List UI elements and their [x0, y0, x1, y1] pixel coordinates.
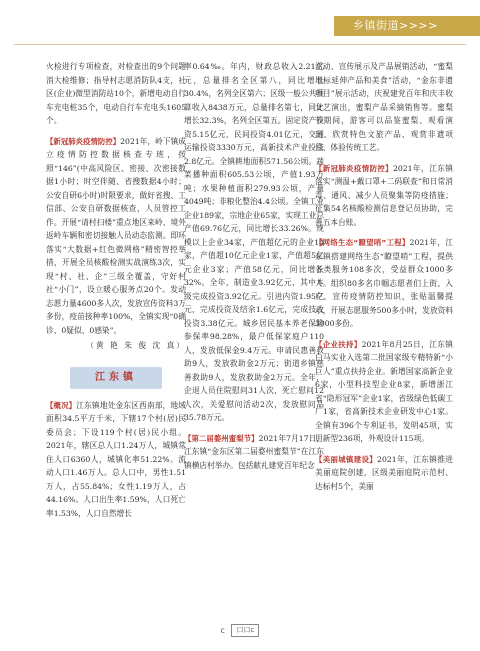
- entry-text: 2021年，岭下镇成立疫情防控数据核查专班，按照“146”(中高风险区、密接、次密接数据1小时；时空伴随、省搜数据4小时；公安自研6小时)时限要求，做好省搜、工信部、公安自研数据核查，人员管控工作。开展“请村扫楼”重点地区来岭、境外返岭车辆和密切接触人员动态监测。即环落实“大数据+红色微网格”精密智控举措，开展全员核酸检测实战演练3次，实现“村、社、企”三级全覆盖，守好村社“小门”，设立暖心服务点20个。发动志愿力量4600多人次，发放宣传资料3万多份，疫苗接种率100%，全镇实现“0确诊、0疑似、0感染”。: [46, 136, 186, 335]
- paragraph: [315, 236, 453, 331]
- paragraph: [315, 162, 453, 230]
- footer-mark: 口口c: [231, 624, 259, 637]
- paragraph: [46, 135, 186, 338]
- column-3: [315, 60, 453, 493]
- column-2: [184, 60, 324, 472]
- entry-text: 2021年8月25日，江东镇白马实业入选第二批国家级专精特新“小巨人”重点扶持企业。新增国家高新企业6家，小型科技型企业8家，新增浙江省“隐形冠军”企业1家，省级绿色低碳工厂1家，省高新技术企业研发中心1家。全镇有396个专利证书，发明45项，实用新型236项，外观设计115项。: [315, 339, 453, 443]
- header-rule: [14, 44, 466, 45]
- section-title: 江东镇: [70, 367, 162, 389]
- author-sign: （黄 艳 朱 俊 沈 真）: [86, 341, 186, 350]
- entry-heading: 【第二届婺州蜜梨节】: [184, 433, 259, 443]
- entry-text: 2021年，江东镇落实“测温+戴口罩+二码联查”和日常消毒、通风、减少人员聚集等防疫措施；征集54名核酸检测信息登记员协助，完善五本台账。: [315, 163, 453, 227]
- entry-heading: 【美丽城镇建设】: [315, 454, 378, 464]
- paragraph: 率0.64‰。年内，财政总收入2.21亿元，总量排名全区第八，同比增长30.4%，名列全区第六；区级一般公共预算收入8438万元，总量排名第七，同比增长32.3%，名列全区第五。固定资产投资5.15亿元，民间投资4.01亿元，交通运输投资3330万元，高新技术产业投资2.8亿元。全镇耕地面积571.56公顷。蔬菜播种面积605.53公顷，产值1.93万吨；水果种植面积279.93公顷，产量4049吨；非粮化整治4.4公顷。全镇工业企业189家，宗地企业65家，实现工业总产值69.76亿元，同比增长33.26%。规模以上企业34家，产值超亿元的企业14家，产值超10亿元企业1家，产值超5亿元企业3家；产值58亿元，同比增长32%。全年，制造业3.92亿元，其中本级完成投资3.92亿元。引进内资1.95亿元，完成投资及结余1.6亿元，完成技改投资3.38亿元。城乡居民基本养老保险参保率98.28%，最户低保家庭户110人，发放低保金9.4万元。申请民惠善救助9人，发放救助金2万元；街道乡镇慈善救助9人，发放救助金2万元。全年，企退人员住院慰问31人次，死亡慰问12人次，关爱慰问活动2次，发放慰问品35.78万元。: [184, 62, 324, 422]
- paragraph: [315, 338, 453, 446]
- page-number: c: [220, 626, 225, 635]
- entry-text: 2021年，江东镇推进美丽庭院创建，区级美丽庭院示范村、达标村5个，美丽: [315, 454, 453, 491]
- section-label: 乡镇街道>>>>: [353, 19, 438, 32]
- entry-text: 2021年，江东镇搭建网络生态“瞭望哨”工程，提供各类服务108多次，受益群众1000多人。组织80多名巾帼志愿者们上街、入户，宣传疫情防控知识，张贴温馨提示，开展志愿服务500多小时，发放资料3000多份。: [315, 238, 453, 328]
- page-footer: [0, 624, 480, 637]
- column-1: [46, 60, 186, 520]
- entry-text: 2021年7月17日，江东镇“金东区第二届婺州蜜梨节”在江东镇横店村举办。包括献礼建党百年纪念: [184, 433, 324, 470]
- paragraph: [184, 432, 324, 473]
- paragraph: [46, 399, 186, 521]
- page-header: [14, 0, 480, 64]
- entry-heading: 【新冠肺炎疫情防控】: [46, 136, 121, 146]
- entry-text: 江东镇地处金东区西南部，地域面积34.5平方千米，下辖17个村(居)民委员会；下设119个村(居)民小组。2021年，辖区总人口1.24万人，城镇常住人口6360人，城镇化率51.22%。流动人口1.46万人。总人口中，男性1.51万人，占55.84%；女性1.19万人，占44.16%。人口出生率1.59%，人口死亡率1.53%，人口自然增长: [46, 400, 186, 518]
- entry-heading: 【网络生态“瞭望哨”工程】: [315, 238, 410, 247]
- entry-heading: 【新冠肺炎疫情防控】: [315, 163, 393, 173]
- paragraph: 火检进行专项检查，对检查出的9个问题消大检维修；指导村志愿消防队4支，社区(企业)微型消防站10个，新增电动自行车充电桩35个，电动自行车充电头1605个。: [46, 62, 186, 125]
- entry-heading: 【概况】: [46, 400, 77, 410]
- paragraph: 活动、宣传展示及产品展销活动，“蜜梨地标延伸产品和美食”活动，“金东非遗项目”展示活动，庆祝建党百年和庆丰收文艺演出，蜜梨产品采摘销售等。蜜梨节期间，游客可以品鉴蜜梨、观看演出、欣赏特色文旅产品、观赏非遗项目、体验传统工艺。: [315, 62, 453, 152]
- paragraph: [315, 453, 453, 494]
- entry-heading: 【企业扶持】: [315, 339, 362, 349]
